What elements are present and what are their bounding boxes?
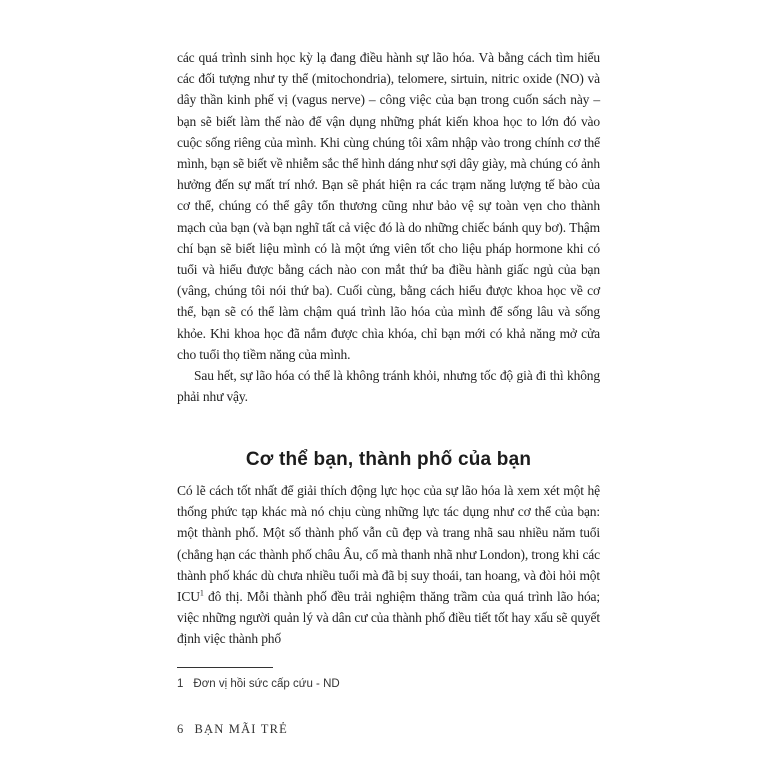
footnote-text: Đơn vị hồi sức cấp cứu - ND <box>193 678 340 690</box>
footnote <box>177 678 340 690</box>
paragraph-city-analogy <box>177 480 600 650</box>
section-heading: Cơ thể bạn, thành phố của bạn <box>245 449 532 470</box>
paragraph-continued: các quá trình sinh học kỳ lạ đang điều hành sự lão hóa. Và bằng cách tìm hiểu các đối tượng như ty thể (mitochondria), telomere, sirtuin, nitric oxide (NO) và dây thần kinh phế vị (vagus nerve) – công việc của bạn trong cuốn sách này – bạn sẽ biết làm thế nào để vận dụng những phát kiến khoa học to lớn đó vào cuộc sống riêng của mình. Khi cùng chúng tôi xâm nhập vào trong chính cơ thể mình, bạn sẽ biết về nhiễm sắc thể hình dáng như sợi dây giày, mà chúng có ảnh hưởng đến sự mất trí nhớ. Bạn sẽ phát hiện ra các trạm năng lượng tế bào của cơ thể, chúng có thể gây tổn thương cũng như bảo vệ sự toàn vẹn cho thành mạch của bạn (và bạn nghĩ tất cả việc đó là do những chiếc bánh quy bơ). Thậm chí bạn sẽ biết liệu mình có là một ứng viên tốt cho liệu pháp hormone khi có tuổi và hiểu được bằng cách nào con mắt thứ ba điều hành giấc ngủ của bạn (vâng, chúng tôi nói thứ ba). Cuối cùng, bằng cách hiểu được khoa học về cơ thể, bạn sẽ có thể làm chậm quá trình lão hóa của mình để sống lâu và sống khỏe. Khi khoa học đã nắm được chìa khóa, chỉ bạn mới có khả năng mở cửa cho tuổi thọ tiềm năng của mình. <box>177 50 600 362</box>
body-text-section <box>177 480 600 650</box>
body-text-top <box>177 47 600 407</box>
page-footer <box>177 722 288 737</box>
paragraph-city-part-1: Có lẽ cách tốt nhất để giải thích động lực học của sự lão hóa là xem xét một hệ thống phức tạp khác mà nó chịu cùng những lực tác dụng như cơ thể của bạn: một thành phố. Một số thành phố vẫn cũ đẹp và trang nhã sau nhiều năm tuổi (chẳng hạn các thành phố châu Âu, cổ mà thanh nhã như London), trong khi các thành phố khác dù chưa nhiều tuổi mà đã bị suy thoái, tan hoang, và đòi hỏi một ICU <box>177 483 600 605</box>
footnote-divider <box>177 667 273 668</box>
paragraph-city-part-2: đô thị. Mỗi thành phố đều trải nghiệm thăng trầm của quá trình lão hóa; việc những người quản lý và dân cư của thành phố điều tiết tốt hay xấu sẽ quyết định việc thành phố <box>177 589 600 647</box>
page-number: 6 <box>177 722 185 736</box>
paragraph-conclusion: Sau hết, sự lão hóa có thể là không tránh khỏi, nhưng tốc độ già đi thì không phải như vậy. <box>177 368 600 405</box>
footnote-marker[interactable]: 1 <box>199 588 204 598</box>
footnote-number: 1 <box>177 678 184 690</box>
running-title: BẠN MÃI TRẺ <box>194 722 288 736</box>
